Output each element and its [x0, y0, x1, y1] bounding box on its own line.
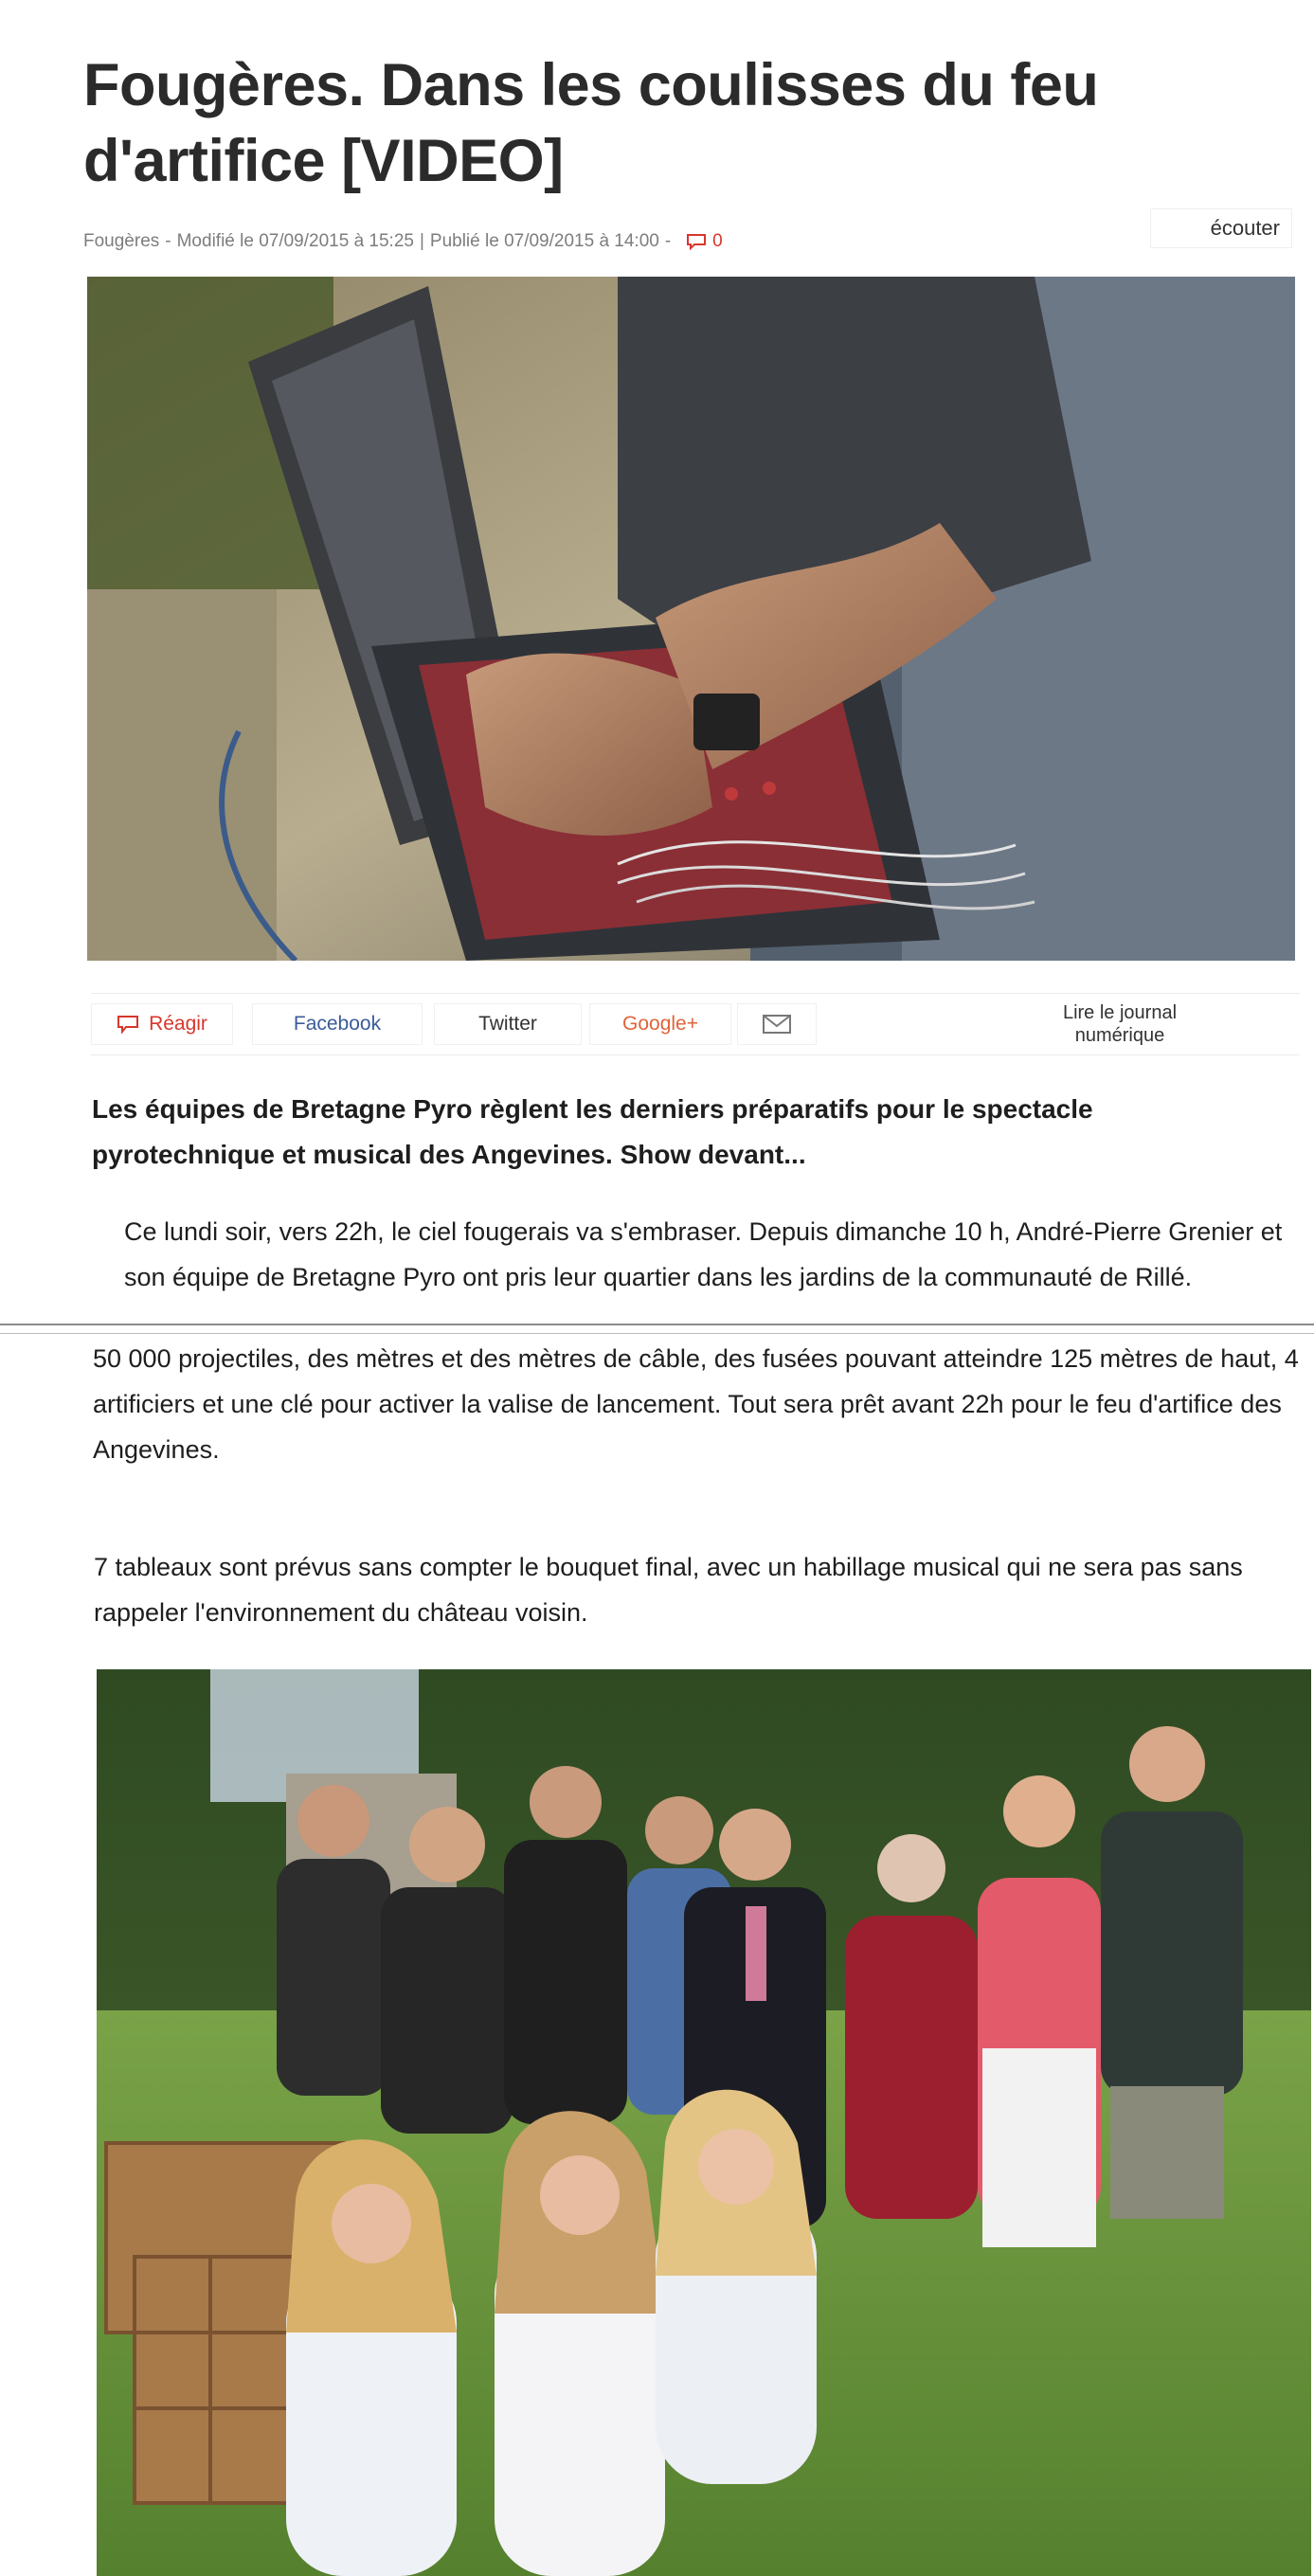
article-photo-group: [97, 1669, 1311, 2576]
comment-bubble-icon: [117, 1015, 139, 1034]
article-lead: Les équipes de Bretagne Pyro règlent les derniers préparatifs pour le spectacle pyrotechnique et musical des Angevines. Show devant...: [92, 1094, 1093, 1169]
email-share-button[interactable]: [737, 1003, 817, 1045]
comment-count-link[interactable]: [686, 231, 723, 252]
meta-separator: -: [664, 231, 672, 251]
meta-separator: -: [165, 231, 171, 251]
meta-location[interactable]: Fougères: [83, 231, 160, 251]
twitter-share-button[interactable]: Twitter: [434, 1003, 582, 1045]
scan-fold-line: [0, 1324, 1314, 1325]
article-paragraph: 50 000 projectiles, des mètres et des mètres de câble, des fusées pouvant atteindre 125 mètres de haut, 4 artificiers et une clé pour activer la valise de lancement. Tout sera prêt avant 22h pour le feu d'artifice des Angevines.: [93, 1344, 1299, 1464]
listen-button[interactable]: écouter: [1150, 208, 1292, 248]
digital-newspaper-line1: Lire le journal: [1062, 1002, 1178, 1023]
meta-modified: Modifié le 07/09/2015 à 15:25: [176, 231, 414, 251]
meta-published: Publié le 07/09/2015 à 14:00: [429, 231, 659, 251]
digital-newspaper-link[interactable]: [944, 998, 1296, 1051]
article-paragraph: 7 tableaux sont prévus sans compter le bouquet final, avec un habillage musical qui ne sera pas sans rappeler l'environnement du château voisin.: [94, 1553, 1243, 1627]
react-button[interactable]: [91, 1003, 233, 1045]
article-title: Fougères. Dans les coulisses du feu d'artifice [VIDEO]: [83, 52, 1099, 194]
comment-bubble-icon: [686, 233, 707, 250]
envelope-icon: [762, 1014, 792, 1035]
facebook-share-button[interactable]: Facebook: [252, 1003, 423, 1045]
google-plus-share-button[interactable]: Google+: [589, 1003, 731, 1045]
scan-fold-line: [0, 1333, 1314, 1334]
comment-count: 0: [712, 231, 723, 251]
share-bar: [91, 993, 1300, 1055]
article-meta: [83, 231, 723, 252]
react-button-label: Réagir: [149, 1013, 207, 1035]
meta-separator: |: [419, 231, 424, 251]
article-photo-firing-case: [87, 277, 1295, 961]
article-paragraph: Ce lundi soir, vers 22h, le ciel fougerais va s'embraser. Depuis dimanche 10 h, André-Pierre Grenier et son équipe de Bretagne Pyro ont pris leur quartier dans les jardins de la communauté de Rillé.: [124, 1217, 1283, 1291]
digital-newspaper-line2: numérique: [1074, 1025, 1165, 1046]
